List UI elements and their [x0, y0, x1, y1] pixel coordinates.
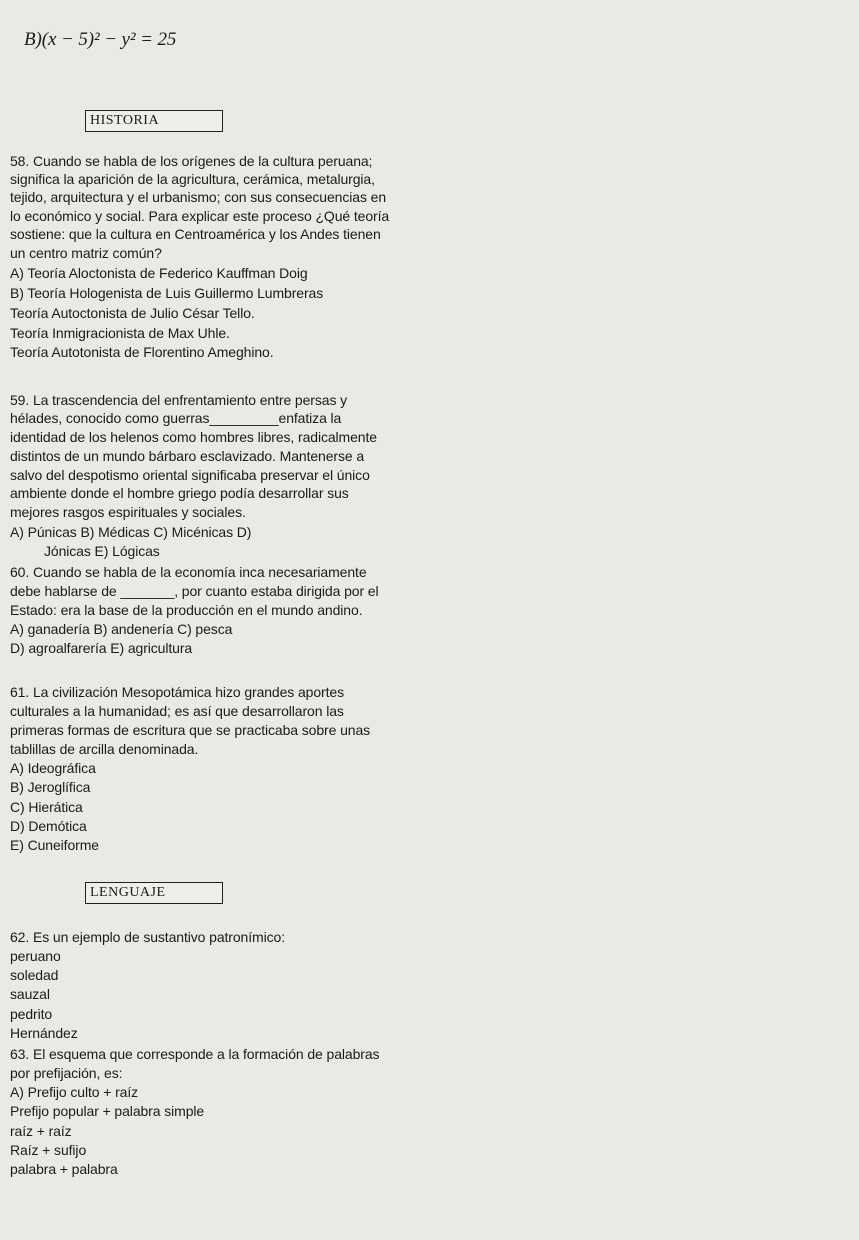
- q59-line: ambiente donde el hombre griego podía desarrollar sus: [10, 485, 349, 501]
- q62-line: 62. Es un ejemplo de sustantivo patronímico:: [10, 929, 285, 945]
- q59-option: Jónicas E) Lógicas: [44, 543, 160, 559]
- q58-option: Teoría Autotonista de Florentino Ameghino.: [10, 344, 274, 360]
- q62-option: Hernández: [10, 1025, 78, 1041]
- q58-line: tejido, arquitectura y el urbanismo; con sus consecuencias en: [10, 189, 387, 205]
- q58-line: sostiene: que la cultura en Centroamérica y los Andes tienen: [10, 226, 381, 242]
- q62-option: peruano: [10, 948, 61, 964]
- q63-option: A) Prefijo culto + raíz: [10, 1084, 139, 1100]
- q63-option: palabra + palabra: [10, 1161, 118, 1177]
- q61-line: 61. La civilización Mesopotámica hizo grandes aportes: [10, 684, 344, 700]
- q58-line: 58. Cuando se habla de los orígenes de la cultura peruana;: [10, 153, 373, 169]
- q58-line: lo económico y social. Para explicar este proceso ¿Qué teoría: [10, 208, 390, 224]
- q60-option: A) ganadería B) andenería C) pesca: [10, 621, 233, 637]
- q58-option: Teoría Autoctonista de Julio César Tello.: [10, 305, 255, 321]
- q59-line: distintos de un mundo bárbaro esclavizado. Mantenerse a: [10, 448, 365, 464]
- q58-line: significa la aparición de la agricultura, cerámica, metalurgia,: [10, 171, 375, 187]
- q61-line: tablillas de arcilla denominada.: [10, 741, 199, 757]
- q58-line: un centro matriz común?: [10, 245, 162, 261]
- q58-option: Teoría Inmigracionista de Max Uhle.: [10, 325, 230, 341]
- q61-option: C) Hierática: [10, 799, 83, 815]
- q62-option: pedrito: [10, 1006, 53, 1022]
- q60-line: Estado: era la base de la producción en el mundo andino.: [10, 602, 363, 618]
- q59-line: salvo del despotismo oriental significaba preservar el único: [10, 467, 370, 483]
- q61-option: D) Demótica: [10, 818, 87, 834]
- q63-option: raíz + raíz: [10, 1123, 72, 1139]
- q59-line: 59. La trascendencia del enfrentamiento entre persas y: [10, 392, 348, 408]
- q62-option: soledad: [10, 967, 59, 983]
- q61-option: A) Ideográfica: [10, 760, 96, 776]
- top-equation: B)(x − 5)² − y² = 25: [24, 29, 177, 50]
- q59-option: A) Púnicas B) Médicas C) Micénicas D): [10, 524, 252, 540]
- q63-option: Prefijo popular + palabra simple: [10, 1103, 205, 1119]
- q60-line: debe hablarse de _______, por cuanto estaba dirigida por el: [10, 583, 379, 599]
- q59-line: mejores rasgos espirituales y sociales.: [10, 504, 246, 520]
- q61-line: culturales a la humanidad; es así que desarrollaron las: [10, 703, 344, 719]
- q58-option: B) Teoría Hologenista de Luis Guillermo Lumbreras: [10, 285, 324, 301]
- q63-option: Raíz + sufijo: [10, 1142, 87, 1158]
- section-lenguaje: LENGUAJE: [85, 882, 223, 904]
- q63-line: por prefijación, es:: [10, 1065, 123, 1081]
- q61-option: E) Cuneiforme: [10, 837, 99, 853]
- section-historia: HISTORIA: [85, 110, 223, 132]
- q60-line: 60. Cuando se habla de la economía inca necesariamente: [10, 564, 367, 580]
- q61-option: B) Jeroglífica: [10, 779, 91, 795]
- q59-line: identidad de los helenos como hombres libres, radicalmente: [10, 429, 377, 445]
- q62-option: sauzal: [10, 986, 50, 1002]
- q59-line: hélades, conocido como guerras_________enfatiza la: [10, 410, 342, 426]
- q63-line: 63. El esquema que corresponde a la formación de palabras: [10, 1046, 380, 1062]
- q61-line: primeras formas de escritura que se practicaba sobre unas: [10, 722, 371, 738]
- q58-option: A) Teoría Aloctonista de Federico Kauffman Doig: [10, 265, 308, 281]
- q60-option: D) agroalfarería E) agricultura: [10, 640, 193, 656]
